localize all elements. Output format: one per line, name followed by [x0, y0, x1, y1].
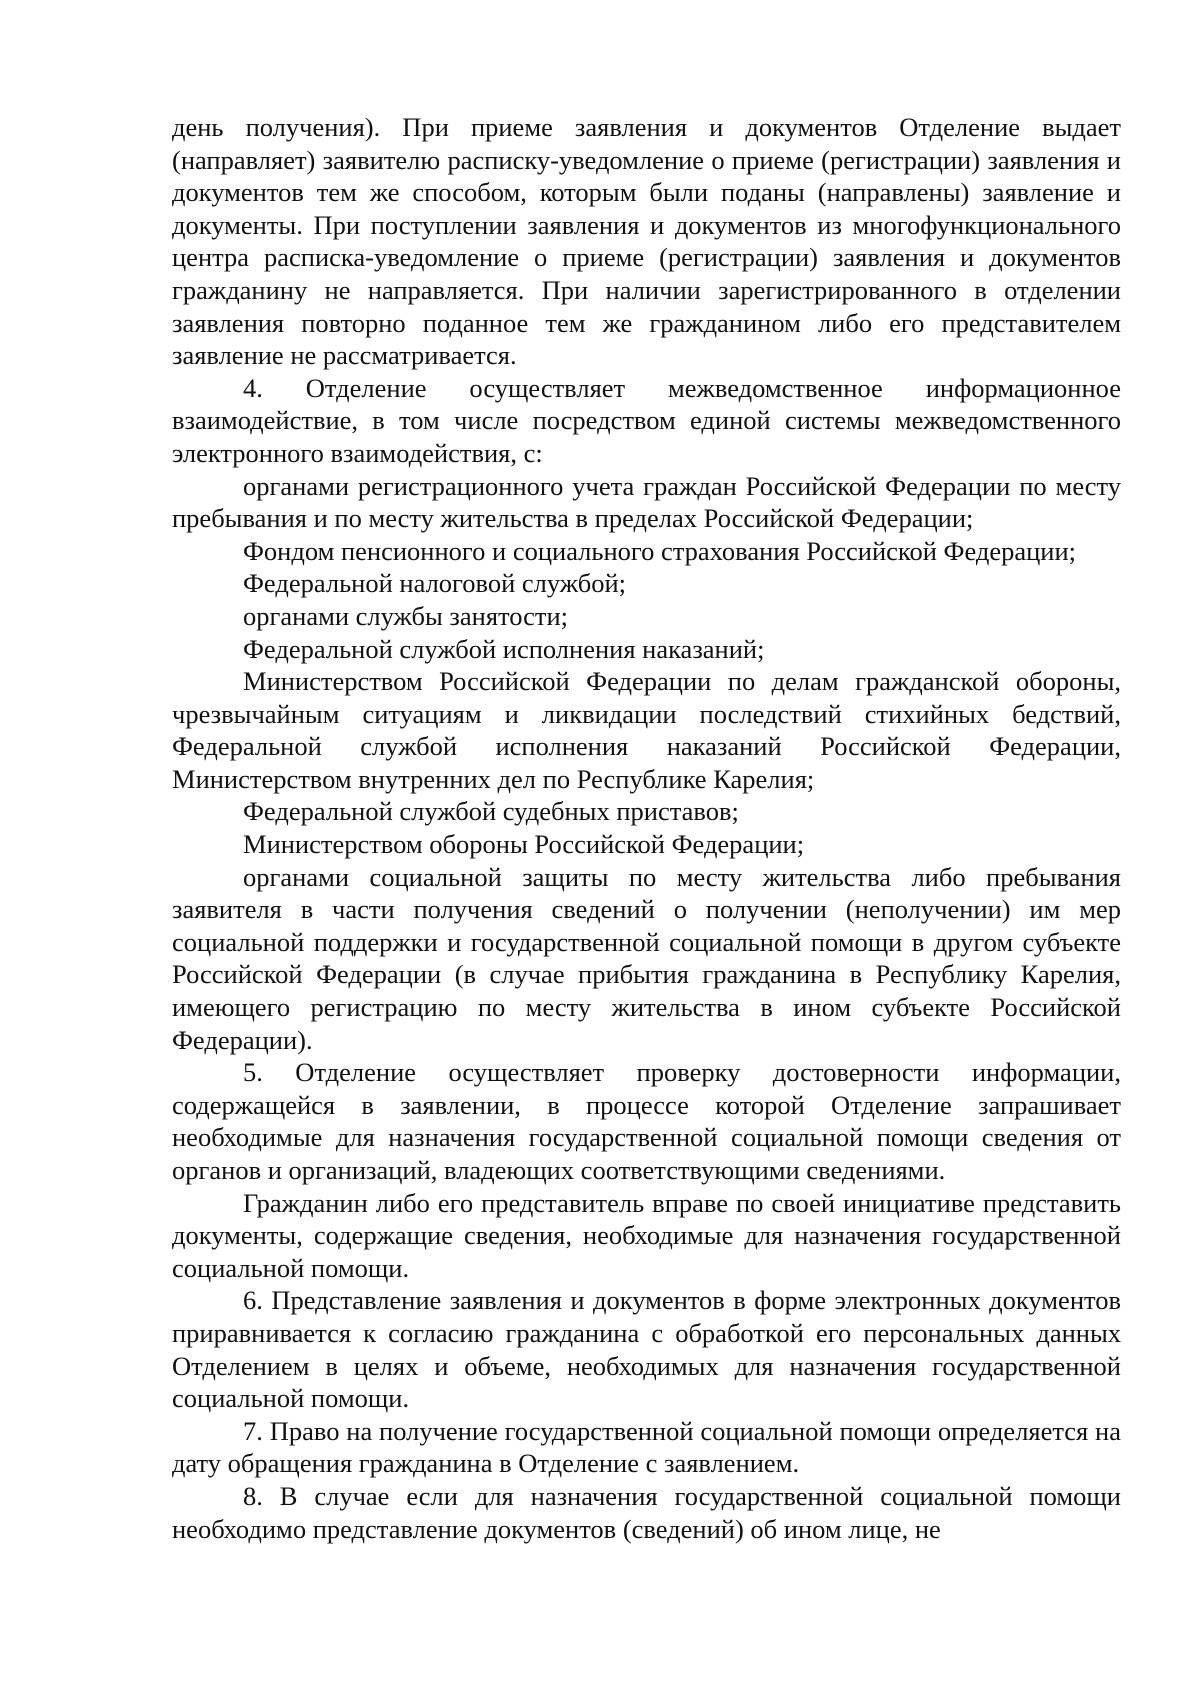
paragraph-item-8: 8. В случае если для назначения государственной социальной помощи необходимо представление документов (сведений) об ином лице, не: [172, 1480, 1121, 1544]
list-item: Министерством обороны Российской Федерации;: [243, 829, 805, 860]
paragraph-item-6: 6. Представление заявления и документов в форме электронных документов приравнивается к согласию гражданина с обработкой его персональных данных Отделением в целях и объеме, необходимых для назначения государственной социальной помощи.: [172, 1285, 1121, 1414]
list-item: Федеральной службой судебных приставов;: [243, 796, 739, 827]
list-item: Федеральной налоговой службой;: [243, 568, 627, 599]
list-item: Федеральной службой исполнения наказаний;: [243, 633, 765, 664]
list-item: органами службы занятости;: [243, 600, 569, 631]
paragraph: Гражданин либо его представитель вправе по своей инициативе представить документы, содержащие сведения, необходимые для назначения государственной социальной помощи.: [172, 1187, 1121, 1283]
list-item: органами регистрационного учета граждан Российской Федерации по месту пребывания и по месту жительства в пределах Российской Федерации;: [172, 470, 1121, 534]
list-item: Фондом пенсионного и социального страхования Российской Федерации;: [243, 535, 1077, 566]
paragraph-continuation: день получения). При приеме заявления и документов Отделение выдает (направляет) заявителю расписку-уведомление о приеме (регистрации) заявления и документов тем же способом, которым были поданы (направлены) заявление и документы. При поступлении заявления и документов из многофункционального центра расписка-уведомление о приеме (регистрации) заявления и документов гражданину не направляется. При наличии зарегистрированного в отделении заявления повторно поданное тем же гражданином либо его представителем заявление не рассматривается.: [172, 112, 1121, 371]
list-item: Министерством Российской Федерации по делам гражданской обороны, чрезвычайным ситуациям и ликвидации последствий стихийных бедствий, Федеральной службой исполнения наказаний Российской Федерации, Министерством внутренних дел по Республике Карелия;: [172, 666, 1121, 794]
paragraph-item-7: 7. Право на получение государственной социальной помощи определяется на дату обращения гражданина в Отделение с заявлением.: [172, 1415, 1121, 1479]
paragraph-item-4: 4. Отделение осуществляет межведомственное информационное взаимодействие, в том числе посредством единой системы межведомственного электронного взаимодействия, с:: [172, 372, 1121, 468]
document-page: [172, 111, 1121, 1545]
list-item: органами социальной защиты по месту жительства либо пребывания заявителя в части получения сведений о получении (неполучении) им мер социальной поддержки и государственной социальной помощи в другом субъекте Российской Федерации (в случае прибытия гражданина в Республику Карелия, имеющего регистрацию по месту жительства в ином субъекте Российской Федерации).: [172, 861, 1121, 1055]
paragraph-item-5: 5. Отделение осуществляет проверку достоверности информации, содержащейся в заявлении, в процессе которой Отделение запрашивает необходимые для назначения государственной социальной помощи сведения от органов и организаций, владеющих соответствующими сведениями.: [172, 1057, 1121, 1185]
